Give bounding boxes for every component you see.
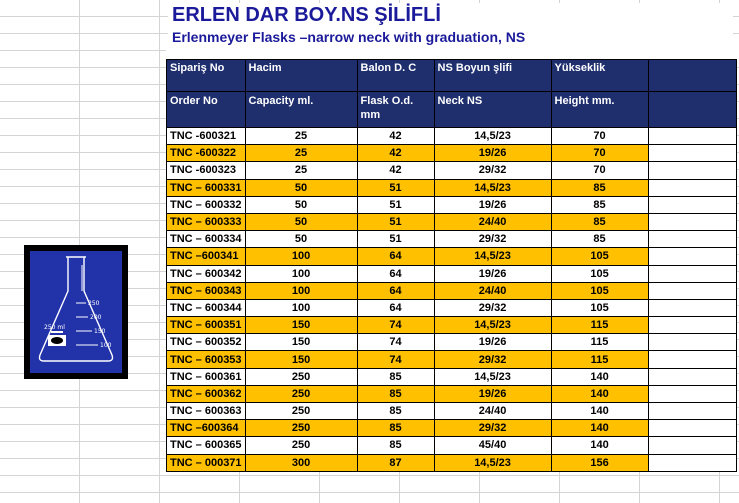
table-cell: 19/26 <box>434 145 551 162</box>
header-row-turkish <box>167 60 737 92</box>
table-cell <box>648 299 736 316</box>
table-row <box>167 351 737 368</box>
table-cell: 250 <box>245 403 357 420</box>
table-cell: 85 <box>551 231 648 248</box>
table-cell: 24/40 <box>434 282 551 299</box>
graduation-label: 200 <box>90 314 102 321</box>
table-cell: TNC – 600334 <box>167 231 246 248</box>
header-row-english <box>167 92 737 128</box>
table-cell: 85 <box>357 385 434 402</box>
table-row <box>167 162 737 179</box>
table-cell: 74 <box>357 334 434 351</box>
table-cell <box>648 317 736 334</box>
header-cell: Neck NS <box>434 92 551 128</box>
table-cell: 74 <box>357 317 434 334</box>
table-cell: 64 <box>357 299 434 316</box>
table-cell: TNC – 600365 <box>167 437 246 454</box>
table-cell: TNC – 600343 <box>167 282 246 299</box>
table-cell: 250 <box>245 420 357 437</box>
table-cell: 51 <box>357 213 434 230</box>
table-cell: TNC – 600353 <box>167 351 246 368</box>
table-cell: TNC – 600362 <box>167 385 246 402</box>
header-cell <box>648 60 736 92</box>
header-cell: Order No <box>167 92 246 128</box>
table-cell: 85 <box>357 368 434 385</box>
table-cell: 50 <box>245 231 357 248</box>
table-cell: 140 <box>551 385 648 402</box>
table-cell: 64 <box>357 248 434 265</box>
table-cell: 85 <box>357 437 434 454</box>
header-cell <box>648 92 736 128</box>
table-cell: TNC – 600351 <box>167 317 246 334</box>
table-row <box>167 231 737 248</box>
table-row <box>167 128 737 145</box>
header-cell: Height mm. <box>551 92 648 128</box>
table-cell: 51 <box>357 179 434 196</box>
table-row <box>167 454 737 471</box>
table-cell: 45/40 <box>434 437 551 454</box>
flask-spec-table <box>166 59 737 472</box>
table-cell: 156 <box>551 454 648 471</box>
table-cell: TNC – 600361 <box>167 368 246 385</box>
table-cell: 50 <box>245 196 357 213</box>
table-cell <box>648 265 736 282</box>
table-cell: 87 <box>357 454 434 471</box>
table-cell: 25 <box>245 162 357 179</box>
table-row <box>167 403 737 420</box>
table-cell <box>648 385 736 402</box>
table-cell: 29/32 <box>434 162 551 179</box>
table-cell: 74 <box>357 351 434 368</box>
table-cell: 115 <box>551 334 648 351</box>
table-cell: TNC –600364 <box>167 420 246 437</box>
table-cell <box>648 334 736 351</box>
table-cell: 105 <box>551 282 648 299</box>
table-cell: 25 <box>245 128 357 145</box>
table-cell: 115 <box>551 317 648 334</box>
table-cell: 105 <box>551 265 648 282</box>
table-cell: 50 <box>245 213 357 230</box>
flask-image-background <box>30 251 122 373</box>
table-row <box>167 368 737 385</box>
table-cell: 14,5/23 <box>434 128 551 145</box>
table-row <box>167 179 737 196</box>
header-cell: Capacity ml. <box>245 92 357 128</box>
table-cell: 140 <box>551 420 648 437</box>
table-cell: 14,5/23 <box>434 179 551 196</box>
table-cell: 19/26 <box>434 196 551 213</box>
erlenmeyer-flask-icon <box>30 251 122 373</box>
capacity-label: 250 ml <box>44 324 65 331</box>
flask-image <box>24 245 128 379</box>
header-cell: Sipariş No <box>167 60 246 92</box>
table-cell: 24/40 <box>434 213 551 230</box>
graduation-label: 250 <box>88 300 100 307</box>
table-cell: 29/32 <box>434 420 551 437</box>
table-cell: TNC -600323 <box>167 162 246 179</box>
header-cell: Hacim <box>245 60 357 92</box>
table-cell: 70 <box>551 128 648 145</box>
table-cell: 85 <box>551 179 648 196</box>
table-cell: 64 <box>357 282 434 299</box>
page-subtitle: Erlenmeyer Flasks –narrow neck with graduation, NS <box>168 27 733 47</box>
header-cell: Yükseklik <box>551 60 648 92</box>
table-cell: TNC – 600342 <box>167 265 246 282</box>
table-cell: 51 <box>357 231 434 248</box>
table-cell: 115 <box>551 351 648 368</box>
table-cell: 14,5/23 <box>434 454 551 471</box>
spacer <box>166 47 739 59</box>
table-cell: 42 <box>357 128 434 145</box>
table-row <box>167 265 737 282</box>
table-cell: 140 <box>551 403 648 420</box>
table-cell: 42 <box>357 145 434 162</box>
table-cell: TNC – 600344 <box>167 299 246 316</box>
table-row <box>167 334 737 351</box>
table-cell: 29/32 <box>434 351 551 368</box>
table-cell: TNC -600321 <box>167 128 246 145</box>
table-cell: TNC – 600333 <box>167 213 246 230</box>
table-cell: 29/32 <box>434 299 551 316</box>
table-cell <box>648 368 736 385</box>
table-cell <box>648 196 736 213</box>
table-cell: 24/40 <box>434 403 551 420</box>
table-cell: 42 <box>357 162 434 179</box>
table-cell: 25 <box>245 145 357 162</box>
table-cell: 70 <box>551 145 648 162</box>
table-cell: 250 <box>245 368 357 385</box>
table-body <box>167 128 737 472</box>
table-cell <box>648 231 736 248</box>
table-cell: 250 <box>245 437 357 454</box>
table-cell: 51 <box>357 196 434 213</box>
table-cell: 19/26 <box>434 265 551 282</box>
table-cell: 300 <box>245 454 357 471</box>
header-cell: Flask O.d. mm <box>357 92 434 128</box>
graduation-label: 150 <box>94 328 106 335</box>
table-cell: TNC – 600363 <box>167 403 246 420</box>
table-cell: 100 <box>245 265 357 282</box>
table-cell: 19/26 <box>434 334 551 351</box>
table-cell <box>648 282 736 299</box>
table-cell: 19/26 <box>434 385 551 402</box>
table-cell: 100 <box>245 299 357 316</box>
header-cell: Balon D. C <box>357 60 434 92</box>
table-cell <box>648 213 736 230</box>
table-cell: 140 <box>551 368 648 385</box>
table-row <box>167 213 737 230</box>
table-cell: 140 <box>551 437 648 454</box>
page-title: ERLEN DAR BOY.NS ŞİLİFLİ <box>168 3 733 27</box>
table-cell <box>648 420 736 437</box>
table-cell: 29/32 <box>434 231 551 248</box>
table-cell: TNC – 600352 <box>167 334 246 351</box>
table-row <box>167 282 737 299</box>
table-cell: 14,5/23 <box>434 317 551 334</box>
table-cell <box>648 437 736 454</box>
table-cell: TNC -600322 <box>167 145 246 162</box>
table-cell: 150 <box>245 351 357 368</box>
table-cell: 64 <box>357 265 434 282</box>
table-cell <box>648 162 736 179</box>
table-cell: 150 <box>245 317 357 334</box>
table-cell <box>648 351 736 368</box>
table-cell: 85 <box>357 420 434 437</box>
table-cell: TNC – 600331 <box>167 179 246 196</box>
table-cell <box>648 248 736 265</box>
table-cell <box>648 403 736 420</box>
graduation-label: 100 <box>100 342 112 349</box>
table-cell: TNC – 000371 <box>167 454 246 471</box>
table-row <box>167 437 737 454</box>
table-cell: TNC – 600332 <box>167 196 246 213</box>
table-cell: 85 <box>357 403 434 420</box>
table-cell: 70 <box>551 162 648 179</box>
table-cell: 14,5/23 <box>434 368 551 385</box>
table-cell: 100 <box>245 282 357 299</box>
table-cell <box>648 454 736 471</box>
table-cell: 100 <box>245 248 357 265</box>
table-row <box>167 299 737 316</box>
table-cell: 14,5/23 <box>434 248 551 265</box>
table-row <box>167 145 737 162</box>
table-cell: TNC –600341 <box>167 248 246 265</box>
table-cell <box>648 145 736 162</box>
table-cell: 105 <box>551 299 648 316</box>
header-cell: NS Boyun şlifi <box>434 60 551 92</box>
table-row <box>167 196 737 213</box>
table-row <box>167 420 737 437</box>
table-cell <box>648 179 736 196</box>
table-row <box>167 317 737 334</box>
table-cell: 85 <box>551 213 648 230</box>
table-row <box>167 248 737 265</box>
table-cell: 50 <box>245 179 357 196</box>
table-cell: 85 <box>551 196 648 213</box>
table-cell: 250 <box>245 385 357 402</box>
table-cell: 105 <box>551 248 648 265</box>
table-row <box>167 385 737 402</box>
table-cell <box>648 128 736 145</box>
table-cell: 150 <box>245 334 357 351</box>
